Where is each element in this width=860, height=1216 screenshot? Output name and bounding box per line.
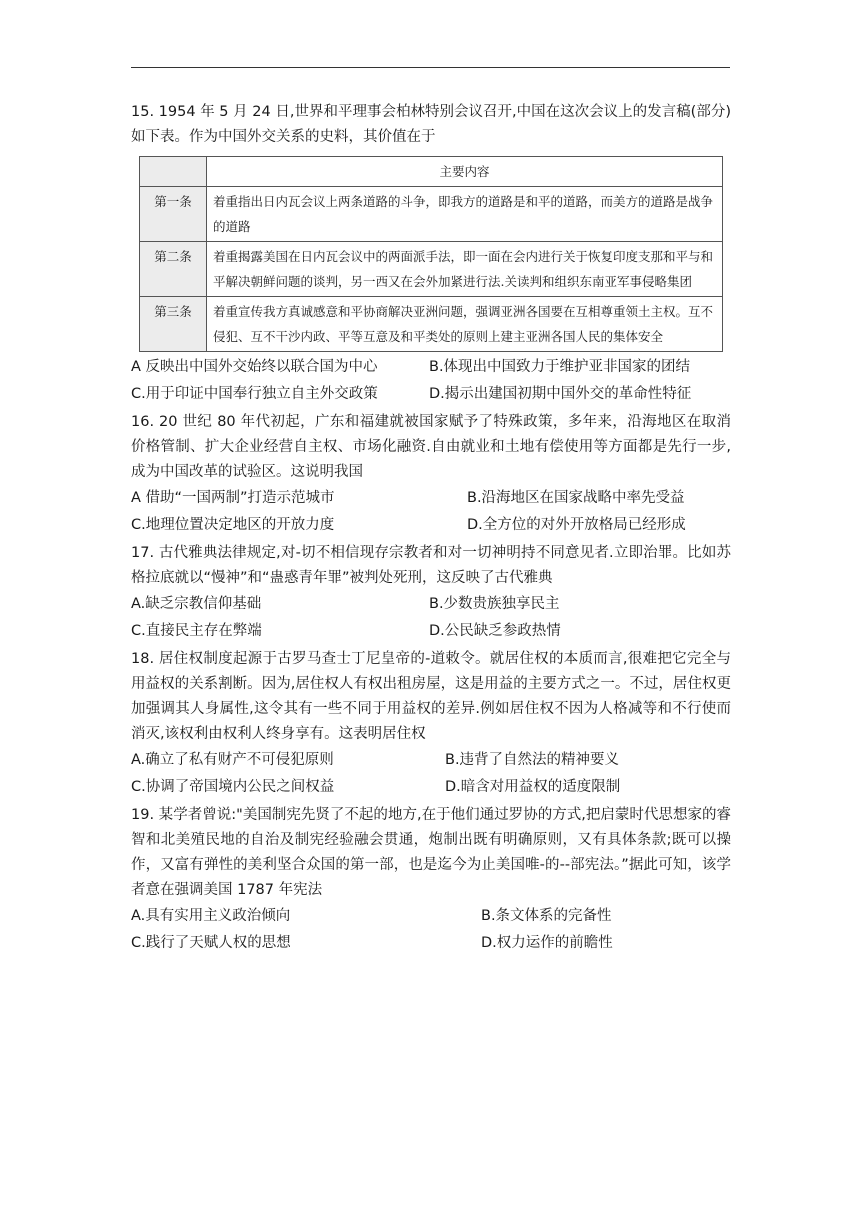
option-a: A.确立了私有财产不可侵犯原则 bbox=[131, 752, 334, 768]
table-row bbox=[140, 297, 723, 352]
option-c: C.用于印证中国奉行独立自主外交政策 bbox=[131, 386, 378, 402]
option-b: B.条文体系的完备性 bbox=[481, 908, 612, 924]
option-list bbox=[131, 747, 731, 801]
option-a: A.具有实用主义政治倾向 bbox=[131, 908, 291, 924]
question-stem: 15. 1954 年 5 月 24 日,世界和平理事会柏林特别会议召开,中国在这次会议上的发言稿(部分)如下表。作为中国外交关系的史料，其价值在于 bbox=[131, 104, 731, 145]
option-b: B.少数贵族独享民主 bbox=[429, 596, 560, 612]
table-row bbox=[140, 242, 723, 297]
question-stem: 17. 古代雅典法律规定,对-切不相信现存宗教者和对一切神明持不同意见者.立即治罪。比如苏格拉底就以“慢神”和“蛊惑青年罪”被判处死刑，这反映了古代雅典 bbox=[131, 545, 731, 586]
option-d: D.揭示出建国初期中国外交的革命性特征 bbox=[429, 386, 692, 402]
question-16 bbox=[131, 410, 731, 539]
question-stem: 16. 20 世纪 80 年代初起，广东和福建就被国家赋予了特殊政策，多年来，沿海地区在取消价格管制、扩大企业经营自主权、市场化融资.自由就业和土地有偿使用等方面都是先行一步,成为中国改革的试验区。这说明我国 bbox=[131, 414, 731, 480]
exam-page bbox=[131, 100, 731, 957]
option-c: C.践行了天赋人权的思想 bbox=[131, 935, 291, 951]
row-label: 第一条 bbox=[140, 187, 207, 242]
table-corner-cell bbox=[140, 157, 207, 187]
question-19 bbox=[131, 803, 731, 957]
option-list bbox=[131, 591, 731, 645]
option-list bbox=[131, 485, 731, 539]
question-stem: 19. 某学者曾说:"美国制宪先贤了不起的地方,在于他们通过罗协的方式,把启蒙时代思想家的睿智和北美殖民地的自治及制宪经验融会贯通，炮制出既有明确原则，又有具体条款;既可以操作，又富有弹性的美利坚合众国的第一部，也是迄今为止美国唯-的--部宪法。”据此可知，该学者意在强调美国 1787 年宪法 bbox=[131, 807, 731, 898]
option-d: D.公民缺乏参政热情 bbox=[429, 623, 561, 639]
row-content: 着重指出日内瓦会议上两条道路的斗争，即我方的道路是和平的道路，而美方的道路是战争的道路 bbox=[207, 187, 723, 242]
option-list bbox=[131, 354, 731, 408]
question-15 bbox=[131, 100, 731, 408]
table-header-row bbox=[140, 157, 723, 187]
table-row bbox=[140, 187, 723, 242]
question-17 bbox=[131, 541, 731, 645]
option-d: D.全方位的对外开放格局已经形成 bbox=[467, 517, 686, 533]
option-b: B.沿海地区在国家战略中率先受益 bbox=[467, 490, 685, 506]
row-label: 第三条 bbox=[140, 297, 207, 352]
row-content: 着重宣传我方真诚感意和平协商解决亚洲问题，强调亚洲各国要在互相尊重领土主权。互不侵犯、互不干沙内政、平等互意及和平类处的原则上建主亚洲各国人民的集体安全 bbox=[207, 297, 723, 352]
option-a: A 反映出中国外交始终以联合国为中心 bbox=[131, 359, 378, 375]
header-rule bbox=[131, 67, 730, 68]
option-a: A 借助“一国两制”打造示范城市 bbox=[131, 490, 335, 506]
option-c: C.地理位置决定地区的开放力度 bbox=[131, 517, 335, 533]
option-d: D.暗含对用益权的适度限制 bbox=[445, 779, 621, 795]
option-d: D.权力运作的前瞻性 bbox=[481, 935, 613, 951]
speech-table bbox=[139, 156, 723, 352]
row-label: 第二条 bbox=[140, 242, 207, 297]
option-c: C.直接民主存在弊端 bbox=[131, 623, 262, 639]
option-c: C.协调了帝国境内公民之间权益 bbox=[131, 779, 335, 795]
table-header: 主要内容 bbox=[207, 157, 723, 187]
option-a: A.缺乏宗教信仰基础 bbox=[131, 596, 262, 612]
question-18 bbox=[131, 647, 731, 801]
row-content: 着重揭露美国在日内瓦会议中的两面派手法，即一面在会内进行关于恢复印度支那和平与和平解决朝鲜问题的谈判，另一西又在会外加紧进行法.关读判和组织东南亚军事侵略集团 bbox=[207, 242, 723, 297]
option-b: B.违背了自然法的精神要义 bbox=[445, 752, 620, 768]
question-stem: 18. 居住权制度起源于古罗马查士丁尼皇帝的-道敕令。就居住权的本质而言,很难把它完全与用益权的关系割断。因为,居住权人有权出租房屋，这是用益的主要方式之一。不过，居住权更加强调其人身属性,这令其有一些不同于用益权的差异.例如居住权不因为人格减等和不行使而消灭,该权利由权利人终身享有。这表明居住权 bbox=[131, 651, 731, 742]
option-b: B.体现出中国致力于维护亚非国家的团结 bbox=[429, 359, 691, 375]
option-list bbox=[131, 903, 731, 957]
